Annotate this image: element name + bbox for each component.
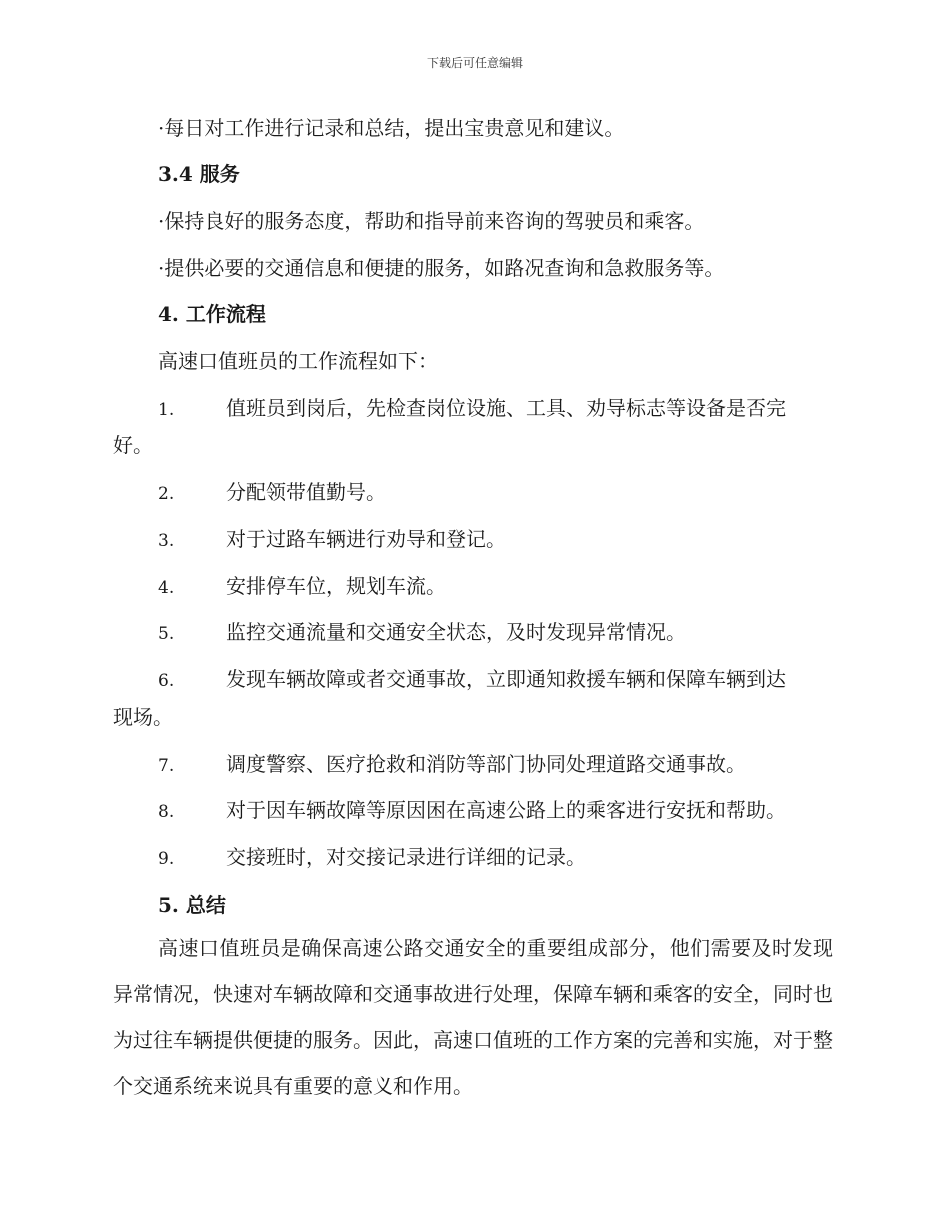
step-number: 6. bbox=[158, 671, 175, 691]
step-number: 4. bbox=[158, 578, 175, 598]
section-heading-summary: 5. 总结 bbox=[158, 893, 226, 917]
step-text: 值班员到岗后，先检查岗位设施、工具、劝导标志等设备是否完 bbox=[226, 396, 786, 420]
step-text: 对于过路车辆进行劝导和登记。 bbox=[226, 527, 506, 551]
step-number: 1. bbox=[158, 400, 175, 420]
section-heading-service: 3.4 服务 bbox=[158, 162, 240, 186]
step-number: 2. bbox=[158, 484, 175, 504]
step-number: 3. bbox=[158, 531, 175, 551]
step-number: 7. bbox=[158, 756, 175, 776]
bullet-record-summary: ·每日对工作进行记录和总结，提出宝贵意见和建议。 bbox=[158, 116, 625, 140]
step-text: 对于因车辆故障等原因困在高速公路上的乘客进行安抚和帮助。 bbox=[226, 798, 786, 822]
step-text: 交接班时，对交接记录进行详细的记录。 bbox=[226, 845, 586, 869]
bullet-traffic-info: ·提供必要的交通信息和便捷的服务，如路况查询和急救服务等。 bbox=[158, 256, 725, 280]
step-text: 安排停车位，规划车流。 bbox=[226, 574, 446, 598]
bullet-service-attitude: ·保持良好的服务态度，帮助和指导前来咨询的驾驶员和乘客。 bbox=[158, 209, 705, 233]
step-text: 分配领带值勤号。 bbox=[226, 480, 386, 504]
step-text: 调度警察、医疗抢救和消防等部门协同处理道路交通事故。 bbox=[226, 752, 746, 776]
step-text-continuation: 好。 bbox=[113, 433, 153, 457]
workflow-intro: 高速口值班员的工作流程如下： bbox=[158, 349, 438, 373]
step-text-continuation: 现场。 bbox=[113, 705, 173, 729]
step-text: 监控交通流量和交通安全状态，及时发现异常情况。 bbox=[226, 620, 686, 644]
page-header: 下载后可任意编辑 bbox=[426, 56, 523, 70]
step-text: 发现车辆故障或者交通事故，立即通知救援车辆和保障车辆到达 bbox=[226, 667, 786, 691]
step-number: 9. bbox=[158, 849, 175, 869]
section-heading-workflow: 4. 工作流程 bbox=[158, 302, 266, 326]
summary-paragraph: 高速口值班员是确保高速公路交通安全的重要组成部分，他们需要及时发现异常情况，快速对车辆故障和交通事故进行处理，保障车辆和乘客的安全，同时也为过往车辆提供便捷的服务。因此，高速口值班的工作方案的完善和实施，对于整个交通系统来说具有重要的意义和作用。 bbox=[113, 936, 833, 1098]
step-number: 8. bbox=[158, 802, 175, 822]
step-number: 5. bbox=[158, 624, 175, 644]
